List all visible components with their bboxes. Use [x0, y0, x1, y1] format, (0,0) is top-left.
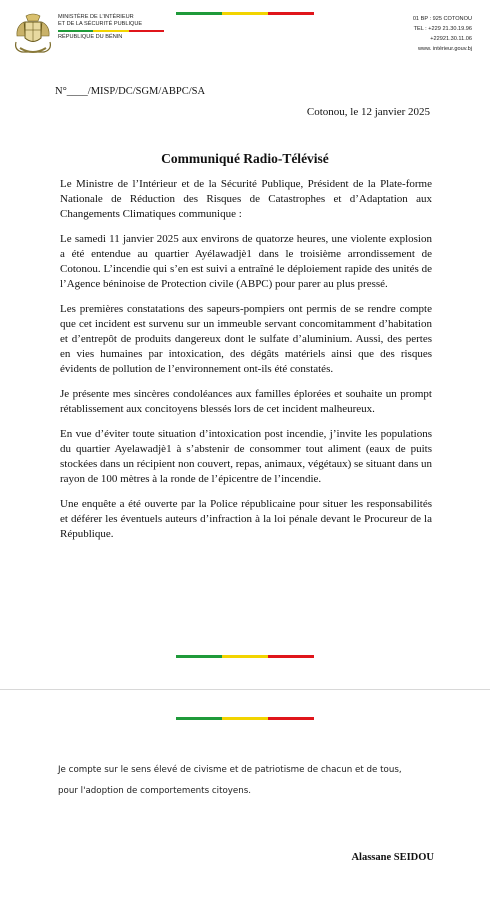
ministry-line-1: MINISTÈRE DE L'INTÉRIEUR — [58, 14, 134, 20]
ministry-heading — [58, 14, 164, 41]
paragraph: Les premières constatations des sapeurs-pompiers ont permis de se rendre compte que cet incident est survenu sur un immeuble servant concomitamment d’habitation et d’entrepôt de produits dangereux dont le sulfate d’aluminium. Aussi, des pertes en vies humaines par intoxication, des dégâts matériels ainsi que des risques évidents de pollution de l’environnement ont-ils été constatés. — [60, 303, 432, 375]
postal-box: 01 BP : 925 COTONOU — [412, 16, 472, 22]
paragraph: En vue d’éviter toute situation d’intoxication post incendie, j’invite les populations du quartier Ayelawadjè1 à s’abstenir de consommer tout aliment (eaux de puits stockées dans un récipient non couvert, repas, animaux, végétaux) se situant dans un rayon de 100 mètres à la ronde de l’épicentre de l’incendie. — [60, 428, 432, 485]
ministry-flag-bar — [58, 30, 164, 32]
country-name: RÉPUBLIQUE DU BÉNIN — [58, 34, 123, 40]
footer-flag-bar — [176, 655, 314, 658]
closing-line-1: Je compte sur le sens élevé de civisme et de patriotisme de chacun et de tous, — [58, 765, 402, 775]
communique-body — [60, 177, 432, 552]
closing-line-2: pour l'adoption de comportements citoyens. — [58, 786, 252, 796]
paragraph: Une enquête a été ouverte par la Police républicaine pour situer les responsabilités et déférer les éventuels auteurs d’infraction à la loi pénale devant le Procureur de la République. — [60, 498, 432, 540]
paragraph: Le samedi 11 janvier 2025 aux environs de quatorze heures, une violente explosion a été entendue au quartier Ayélawadjè1 dans le troisième arrondissement de Cotonou. L’incendie qui s’en est suivi a entraîné le déploiement rapide des unités de l’Agence béninoise de Protection civile (ABPC) pour parer au plus pressé. — [60, 233, 432, 290]
reference-number: N°____/MISP/DC/SGM/ABPC/SA — [55, 86, 206, 97]
dateline: Cotonou, le 12 janvier 2025 — [306, 106, 430, 118]
page-title: Communiqué Radio-Télévisé — [161, 151, 329, 166]
paragraph: Le Ministre de l’Intérieur et de la Sécurité Publique, Président de la Plate-forme Nationale de Réduction des Risques de Catastrophes et d’Adaptation aux Changements Climatiques communique : — [60, 178, 432, 220]
contact-block — [413, 14, 472, 54]
coat-of-arms-icon — [12, 12, 54, 56]
signatory-name: Alassane SEIDOU — [351, 852, 434, 863]
closing-statement — [58, 760, 438, 802]
header-flag-bar — [176, 12, 314, 15]
page2-flag-bar — [176, 717, 314, 720]
website: www. intérieur.gouv.bj — [418, 46, 472, 52]
paragraph: Je présente mes sincères condoléances aux familles éplorées et souhaite un prompt rétablissement aux concitoyens blessés lors de cet incident malheureux. — [60, 388, 432, 415]
phone-2: +22921.30.11.06 — [430, 36, 472, 42]
ministry-line-2: ET DE LA SÉCURITÉ PUBLIQUE — [58, 21, 143, 27]
phone-1: TEL : +229 21.30.19.96 — [413, 26, 472, 32]
page-divider — [0, 689, 490, 690]
